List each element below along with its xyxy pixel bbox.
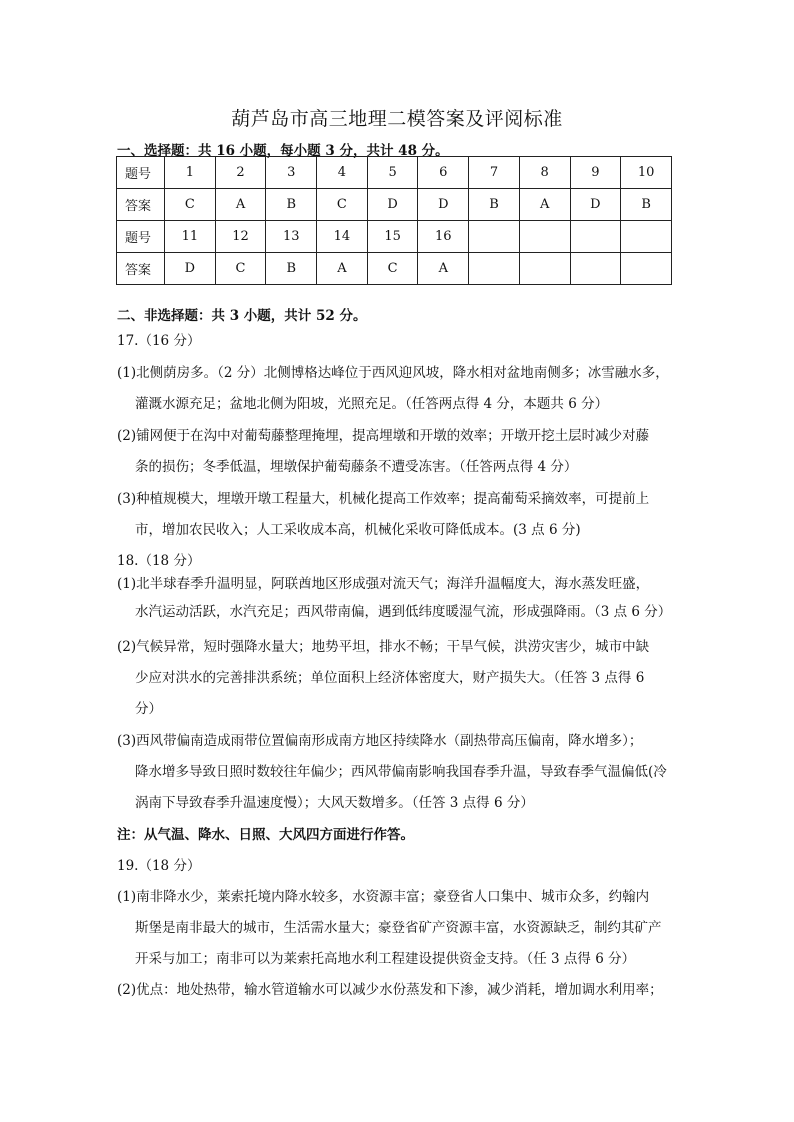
q19-heading: 19.（18 分） [117,858,201,874]
table-cell: C [215,253,266,285]
table-cell: A [418,253,469,285]
q18-p2-line3: 分） [135,701,162,717]
table-cell [570,253,621,285]
q18-p3-line2: 降水增多导致日照时数较往年偏少；西风带偏南影响我国春季升温，导致春季气温偏低(冷 [135,764,667,780]
table-cell [621,221,672,253]
table-cell: 2 [215,157,266,189]
q17-heading: 17.（16 分） [117,333,201,349]
table-row [117,189,672,221]
q17-p1-line2: 灌溉水源充足；盆地北侧为阳坡，光照充足。（任答两点得 4 分，本题共 6 分） [135,396,609,412]
table-cell [621,253,672,285]
table-cell: 12 [215,221,266,253]
q17-p2-line1: (2)铺网便于在沟中对葡萄藤整理掩埋，提高埋墩和开墩的效率；开墩开挖土层时减少对藤 [117,428,650,444]
row-label-answer: 答案 [117,253,165,285]
q18-p2-line2: 少应对洪水的完善排洪系统；单位面积上经济体密度大，财产损失大。（任答 3 点得 6 [135,670,645,686]
table-cell: A [215,189,266,221]
table-cell: D [367,189,418,221]
section2-heading: 二、非选择题：共 3 小题，共计 52 分。 [117,308,367,324]
table-cell: D [165,253,216,285]
table-cell [570,221,621,253]
table-cell: 8 [519,157,570,189]
q18-p3-line3: 涡南下导致春季升温速度慢）；大风天数增多。（任答 3 点得 6 分） [135,795,534,811]
table-cell: 9 [570,157,621,189]
q19-p1-line3: 开采与加工；南非可以为莱索托高地水利工程建设提供资金支持。（任 3 点得 6 分） [135,951,636,967]
q17-p2-line2: 条的损伤；冬季低温，埋墩保护葡萄藤条不遭受冻害。（任答两点得 4 分） [135,459,578,475]
table-cell: C [165,189,216,221]
q18-p3-line1: (3)西风带偏南造成雨带位置偏南形成南方地区持续降水（副热带高压偏南，降水增多）； [117,733,643,749]
table-cell: 15 [367,221,418,253]
table-cell: A [317,253,368,285]
table-row [117,157,672,189]
q19-p1-line2: 斯堡是南非最大的城市，生活需水量大；豪登省矿产资源丰富，水资源缺乏，制约其矿产 [135,920,662,936]
table-cell: 7 [469,157,520,189]
table-cell: C [367,253,418,285]
page-title: 葫芦岛市高三地理二模答案及评阅标准 [231,108,563,130]
q18-p2-line1: (2)气候异常，短时强降水量大；地势平坦，排水不畅；干旱气候，洪涝灾害少，城市中缺 [117,639,650,655]
q17-p3-line2: 市，增加农民收入；人工采收成本高，机械化采收可降低成本。(3 点 6 分) [135,522,581,538]
q17-p1-line1: (1)北侧荫房多。（2 分）北侧博格达峰位于西风迎风坡，降水相对盆地南侧多；冰雪融水多， [117,365,669,381]
table-row [117,221,672,253]
table-cell [519,253,570,285]
table-cell: 1 [165,157,216,189]
answer-table [116,156,672,285]
q18-p1-line1: (1)北半球春季升温明显，阿联酋地区形成强对流天气；海洋升温幅度大，海水蒸发旺盛， [117,576,650,592]
table-cell: A [519,189,570,221]
table-cell: D [418,189,469,221]
answer-note: 注：从气温、降水、日照、大风四方面进行作答。 [117,827,414,843]
table-cell: 13 [266,221,317,253]
q17-p3-line1: (3)种植规模大，埋墩开墩工程量大，机械化提高工作效率；提高葡萄采摘效率，可提前上 [117,491,650,507]
q18-p1-line2: 水汽运动活跃，水汽充足；西风带南偏，遇到低纬度暖湿气流，形成强降雨。（3 点 6 分） [135,604,672,620]
table-cell: 4 [317,157,368,189]
table-cell: 5 [367,157,418,189]
row-label-answer: 答案 [117,189,165,221]
table-row [117,253,672,285]
table-cell: B [266,189,317,221]
table-cell: 6 [418,157,469,189]
row-label-number: 题号 [117,221,165,253]
q19-p1-line1: (1)南非降水少，莱索托境内降水较多，水资源丰富；豪登省人口集中、城市众多，约翰内 [117,889,650,905]
table-cell: 10 [621,157,672,189]
table-cell [469,253,520,285]
section1-heading: 一、选择题：共 16 小题，每小题 3 分，共计 48 分。 [117,143,449,159]
table-cell: B [469,189,520,221]
table-cell: 14 [317,221,368,253]
table-cell: D [570,189,621,221]
table-cell: 16 [418,221,469,253]
q18-heading: 18.（18 分） [117,553,201,569]
table-cell: 11 [165,221,216,253]
table-cell [469,221,520,253]
table-cell: 3 [266,157,317,189]
table-cell [519,221,570,253]
table-cell: B [266,253,317,285]
q19-p2-line1: (2)优点：地处热带，输水管道输水可以减少水份蒸发和下渗，减少消耗，增加调水利用率； [117,982,663,998]
row-label-number: 题号 [117,157,165,189]
table-cell: B [621,189,672,221]
table-cell: C [317,189,368,221]
